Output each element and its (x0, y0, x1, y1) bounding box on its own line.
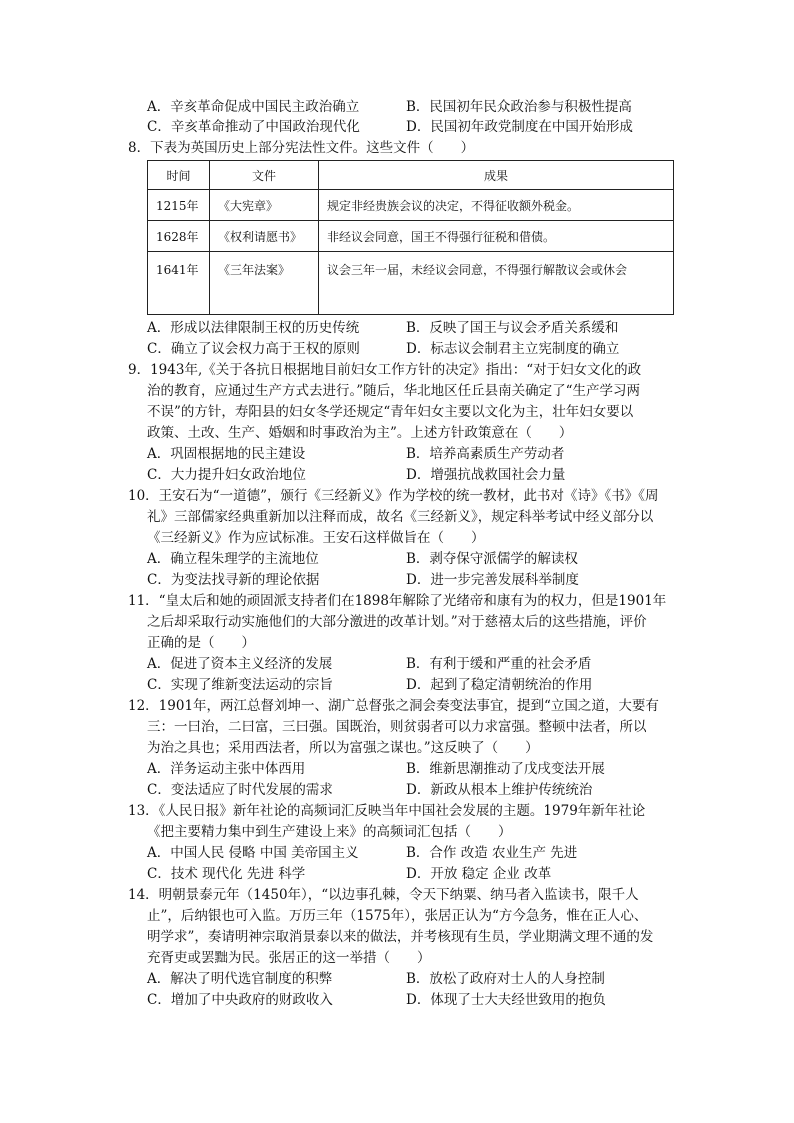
table-row (148, 252, 674, 315)
q11-stem-line: 正确的是（ ） (147, 635, 255, 651)
q14-option-d[interactable]: D．体现了士大夫经世致用的抱负 (406, 992, 606, 1008)
table-header-document: 文件 (210, 161, 319, 190)
q7-option-b[interactable]: B．民国初年民众政治参与积极性提高 (406, 99, 632, 115)
q10-stem-line: 礼》三部儒家经典重新加以注释而成，故名《三经新义》，规定科举考试中经义部分以 (147, 509, 654, 525)
q11-option-b[interactable]: B．有利于缓和严重的社会矛盾 (406, 656, 592, 672)
q9-option-b[interactable]: B．培养高素质生产劳动者 (406, 446, 565, 462)
constitution-table (147, 160, 674, 315)
q10-option-b[interactable]: B．剥夺保守派儒学的解读权 (406, 551, 578, 567)
q7-option-c[interactable]: C．辛亥革命推动了中国政治现代化 (147, 119, 360, 135)
q11-option-c[interactable]: C．实现了维新变法运动的宗旨 (147, 677, 333, 693)
q14-option-c[interactable]: C．增加了中央政府的财政收入 (147, 992, 333, 1008)
q8-option-c[interactable]: C．确立了议会权力高于王权的原则 (147, 341, 360, 357)
q13-stem-line: 《把主要精力集中到生产建设上来》的高频词汇包括（ ） (147, 824, 512, 840)
q10-option-a[interactable]: A．确立程朱理学的主流地位 (147, 551, 319, 567)
table-cell-result: 议会三年一届，未经议会同意，不得强行解散议会或休会 (319, 252, 674, 315)
table-cell-result: 非经议会同意，国王不得强行征税和借债。 (319, 221, 674, 252)
q12-stem-line: 三：一曰治，二曰富，三曰强。国既治，则贫弱者可以力求富强。整顿中法者，所以 (147, 719, 647, 735)
q9-stem-line: 9．1943年,《关于各抗日根据地目前妇女工作方针的决定》指出：“对于妇女文化的政 (128, 362, 642, 378)
q12-stem-line: 为治之具也；采用西法者，所以为富强之谋也。”这反映了（ ） (147, 740, 539, 756)
q13-option-b[interactable]: B．合作 改造 农业生产 先进 (406, 845, 578, 861)
q9-option-c[interactable]: C．大力提升妇女政治地位 (147, 467, 306, 483)
q14-stem-line: 充胥吏或罢黜为民。张居正的这一举措（ ） (147, 950, 431, 966)
q12-option-b[interactable]: B．维新思潮推动了戊戌变法开展 (406, 761, 605, 777)
q14-option-a[interactable]: A．解决了明代选官制度的积弊 (147, 971, 333, 987)
table-row (148, 190, 674, 221)
q10-option-c[interactable]: C．为变法找寻新的理论依据 (147, 572, 320, 588)
q14-stem-line: 止”，后纳银也可入监。万历三年（1575年），张居正认为“方今急务，惟在正人心、 (147, 908, 648, 924)
table-row (148, 221, 674, 252)
q12-option-d[interactable]: D．新政从根本上维护传统统治 (406, 782, 593, 798)
q10-stem-line: 10．王安石为“一道德”，颁行《三经新义》作为学校的统一教材，此书对《诗》《书》《周 (128, 488, 659, 504)
q7-option-a[interactable]: A．辛亥革命促成中国民主政治确立 (147, 99, 360, 115)
table-cell-time: 1215年 (148, 190, 210, 221)
table-cell-time: 1641年 (148, 252, 210, 315)
q14-option-b[interactable]: B．放松了政府对士人的人身控制 (406, 971, 605, 987)
table-cell-time: 1628年 (148, 221, 210, 252)
q12-stem-line: 12．1901年，两江总督刘坤一、湖广总督张之洞会奏变法事宜，提到“立国之道，大要有 (128, 698, 659, 714)
q13-option-d[interactable]: D．开放 稳定 企业 改革 (406, 866, 552, 882)
table-cell-result: 规定非经贵族会议的决定，不得征收额外税金。 (319, 190, 674, 221)
q14-stem-line: 14．明朝景泰元年（1450年），“以边事孔棘，令天下纳粟、纳马者入监读书，限千人 (128, 887, 639, 903)
q11-stem-line: 之后却采取行动实施他们的大部分激进的改革计划。”对于慈禧太后的这些措施，评价 (147, 614, 647, 630)
table-header-time: 时间 (148, 161, 210, 190)
table-cell-document: 《大宪章》 (210, 190, 319, 221)
q10-stem-line: 《三经新义》作为应试标准。王安石这样做旨在（ ） (147, 530, 485, 546)
table-cell-document: 《权利请愿书》 (210, 221, 319, 252)
q8-option-a[interactable]: A．形成以法律限制王权的历史传统 (147, 320, 360, 336)
q8-option-b[interactable]: B．反映了国王与议会矛盾关系缓和 (406, 320, 619, 336)
q11-stem-line: 11．“皇太后和她的顽固派支持者们在1898年解除了光绪帝和康有为的权力，但是1901年 (128, 593, 667, 609)
q13-option-a[interactable]: A．中国人民 侵略 中国 美帝国主义 (147, 845, 359, 861)
q8-option-d[interactable]: D．标志议会制君主立宪制度的确立 (406, 341, 620, 357)
q11-option-d[interactable]: D．起到了稳定清朝统治的作用 (406, 677, 593, 693)
q12-option-c[interactable]: C．变法适应了时代发展的需求 (147, 782, 333, 798)
q9-stem-line: 政策、土改、生产、婚姻和时事政治为主”。上述方针政策意在（ ） (147, 425, 573, 441)
table-cell-document: 《三年法案》 (210, 252, 319, 315)
q13-stem-line: 13．《人民日报》新年社论的高频词汇反映当年中国社会发展的主题。1979年新年社论 (128, 803, 646, 819)
q9-option-a[interactable]: A．巩固根据地的民主建设 (147, 446, 306, 462)
table-header-result: 成果 (319, 161, 674, 190)
q10-option-d[interactable]: D．进一步完善发展科举制度 (406, 572, 579, 588)
q14-stem-line: 明学求”，奏请明神宗取消景泰以来的做法，并考核现有生员，学业期满文理不通的发 (147, 929, 654, 945)
q11-option-a[interactable]: A．促进了资本主义经济的发展 (147, 656, 333, 672)
q13-option-c[interactable]: C．技术 现代化 先进 科学 (147, 866, 306, 882)
q9-stem-line: 不误”的方针，寿阳县的妇女冬学还规定“青年妇女主要以文化为主，壮年妇女要以 (147, 404, 634, 420)
q12-option-a[interactable]: A．洋务运动主张中体西用 (147, 761, 306, 777)
q8-stem: 8．下表为英国历史上部分宪法性文件。这些文件（ ） (128, 140, 475, 156)
q9-stem-line: 治的教育，应通过生产方式去进行。”随后，华北地区任丘县南关确定了“生产学习两 (147, 383, 641, 399)
table-header-row (148, 161, 674, 190)
q9-option-d[interactable]: D．增强抗战救国社会力量 (406, 467, 566, 483)
q7-option-d[interactable]: D．民国初年政党制度在中国开始形成 (406, 119, 633, 135)
